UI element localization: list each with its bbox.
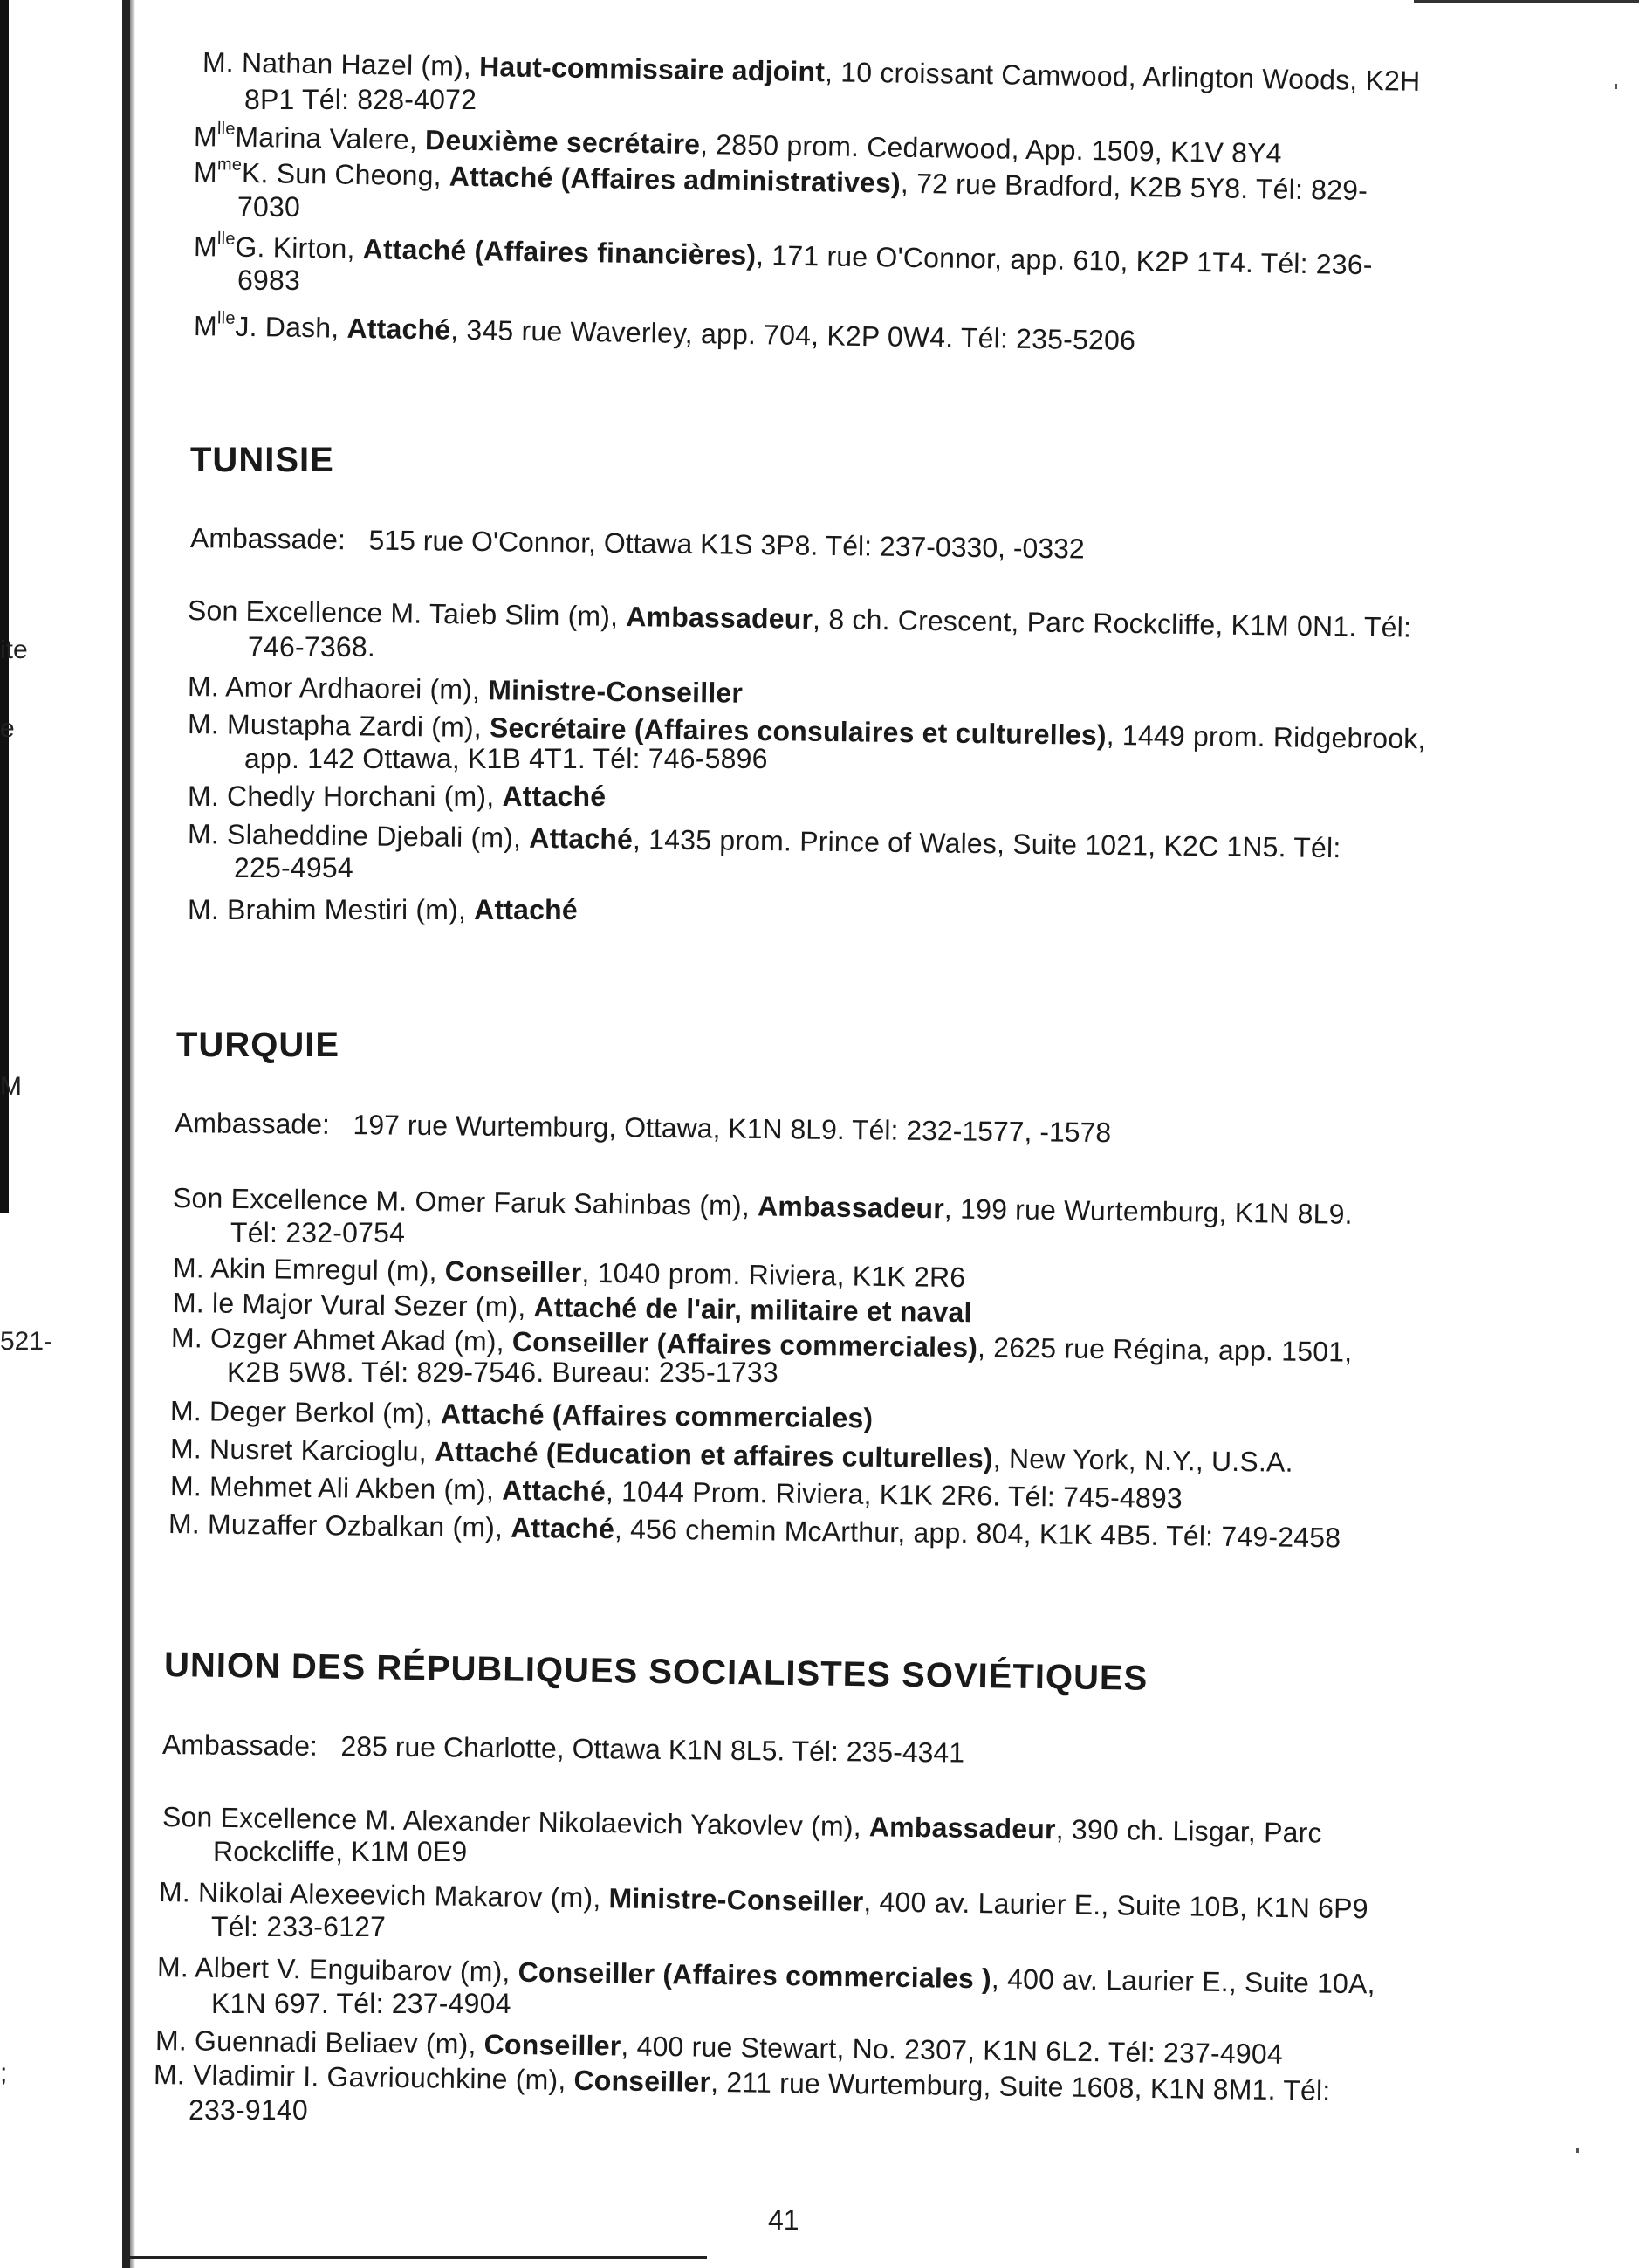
entry-line: M. Mustapha Zardi (m), Secrétaire (Affaires consulaires et culturelles), 1449 prom. Ridgebrook, bbox=[187, 708, 1426, 755]
entry-line: M. Nusret Karcioglu, Attaché (Education et affaires culturelles), New York, N.Y., U.S.A. bbox=[169, 1433, 1293, 1478]
entry-line: M. Nikolai Alexeevich Makarov (m), Ministre-Conseiller, 400 av. Laurier E., Suite 10B, K1N 6P9 bbox=[158, 1876, 1368, 1925]
entry-continuation: K2B 5W8. Tél: 829-7546. Bureau: 235-1733 bbox=[227, 1357, 778, 1388]
entry-line: M. Guennadi Beliaev (m), Conseiller, 400 rue Stewart, No. 2307, K1N 6L2. Tél: 237-4904 bbox=[154, 2024, 1284, 2070]
entry-line: M. Amor Ardhaorei (m), Ministre-Conseiller bbox=[187, 670, 744, 709]
entry-line: M. Nathan Hazel (m), Haut-commissaire adjoint, 10 croissant Camwood, Arlington Woods, K2H bbox=[202, 46, 1421, 97]
entry-line: Son Excellence M. Omer Faruk Sahinbas (m), Ambassadeur, 199 rue Wurtemburg, K1N 8L9. bbox=[172, 1182, 1354, 1230]
entry-continuation: 233-9140 bbox=[189, 2094, 308, 2126]
section-title: TUNISIE bbox=[190, 441, 334, 479]
entry-line: M. Brahim Mestiri (m), Attaché bbox=[188, 894, 578, 925]
entry-line: $M^{lle}J$. Dash, Attaché, 345 rue Waverley, app. 704, K2P 0W4. Tél: 235-5206 bbox=[193, 308, 1136, 356]
margin-fragment: 521- bbox=[0, 1327, 53, 1356]
entry-line: M. Slaheddine Djebali (m), Attaché, 1435 prom. Prince of Wales, Suite 1021, K2C 1N5. Tél: bbox=[187, 818, 1341, 864]
entry-continuation: K1N 697. Tél: 237-4904 bbox=[211, 1988, 511, 2019]
entry-line: M. Vladimir I. Gavriouchkine (m), Conseiller, 211 rue Wurtemburg, Suite 1608, K1N 8M1. Tél: bbox=[153, 2058, 1331, 2106]
entry-line: M. Deger Berkol (m), Attaché (Affaires commerciales) bbox=[169, 1395, 874, 1434]
entry-line: M. Chedly Horchani (m), Attaché bbox=[188, 780, 607, 812]
page-number: 41 bbox=[768, 2204, 799, 2236]
entry-continuation: 8P1 Tél: 828-4072 bbox=[244, 84, 477, 115]
entry-line: Son Excellence M. Taieb Slim (m), Ambassadeur, 8 ch. Crescent, Parc Rockcliffe, K1M 0N1. Tél: bbox=[187, 594, 1412, 643]
entry-continuation: 225-4954 bbox=[234, 852, 353, 883]
embassy-address: Ambassade: 515 rue O'Connor, Ottawa K1S 3P8. Tél: 237-0330, -0332 bbox=[189, 522, 1085, 565]
entry-line: M. Muzaffer Ozbalkan (m), Attaché, 456 chemin McArthur, app. 804, K1K 4B5. Tél: 749-2458 bbox=[168, 1508, 1341, 1554]
entry-line: M. Akin Emregul (m), Conseiller, 1040 prom. Riviera, K1K 2R6 bbox=[172, 1252, 966, 1294]
entry-continuation: app. 142 Ottawa, K1B 4T1. Tél: 746-5896 bbox=[244, 743, 768, 774]
embassy-address: Ambassade: 197 rue Wurtemburg, Ottawa, K1N 8L9. Tél: 232-1577, -1578 bbox=[174, 1107, 1112, 1149]
section-title: TURQUIE bbox=[176, 1026, 339, 1064]
entry-line: Son Excellence M. Alexander Nikolaevich Yakovlev (m), Ambassadeur, 390 ch. Lisgar, Parc bbox=[161, 1801, 1322, 1849]
entry-line: M. le Major Vural Sezer (m), Attaché de l'air, militaire et naval bbox=[172, 1287, 972, 1329]
margin-fragment: M bbox=[0, 1072, 22, 1101]
entry-line: M. Ozger Ahmet Akad (m), Conseiller (Affaires commerciales), 2625 rue Régina, app. 1501, bbox=[170, 1322, 1353, 1368]
section-title: UNION DES RÉPUBLIQUES SOCIALISTES SOVIÉTIQUES bbox=[163, 1646, 1149, 1698]
entry-continuation: 746-7368. bbox=[248, 631, 375, 663]
margin-fragment: e bbox=[0, 714, 15, 743]
entry-continuation: 6983 bbox=[237, 265, 300, 296]
margin-fragment: ; bbox=[0, 2058, 8, 2087]
entry-line: M. Albert V. Enguibarov (m), Conseiller (Affaires commerciales ), 400 av. Laurier E., Suite 10A, bbox=[156, 1951, 1375, 2000]
entry-line: $M^{me}K$. Sun Cheong, Attaché (Affaires administratives), 72 rue Bradford, K2B 5Y8. Tél: 829- bbox=[193, 155, 1368, 207]
embassy-address: Ambassade: 285 rue Charlotte, Ottawa K1N 8L5. Tél: 235-4341 bbox=[161, 1728, 965, 1769]
entry-line: $M^{lle}Marina$ Valere, Deuxième secrétaire, 2850 prom. Cedarwood, App. 1509, K1V 8Y4 bbox=[193, 119, 1282, 169]
entry-continuation: Tél: 232-0754 bbox=[230, 1217, 406, 1248]
entry-line: $M^{lle}G$. Kirton, Attaché (Affaires financières), 171 rue O'Connor, app. 610, K2P 1T4. Tél: 236- bbox=[193, 229, 1373, 281]
entry-continuation: 7030 bbox=[237, 191, 300, 223]
entry-continuation: Rockcliffe, K1M 0E9 bbox=[213, 1836, 468, 1867]
entry-continuation: Tél: 233-6127 bbox=[211, 1911, 387, 1942]
entry-line: M. Mehmet Ali Akben (m), Attaché, 1044 Prom. Riviera, K1K 2R6. Tél: 745-4893 bbox=[169, 1470, 1183, 1515]
margin-fragment: ite bbox=[0, 636, 28, 664]
